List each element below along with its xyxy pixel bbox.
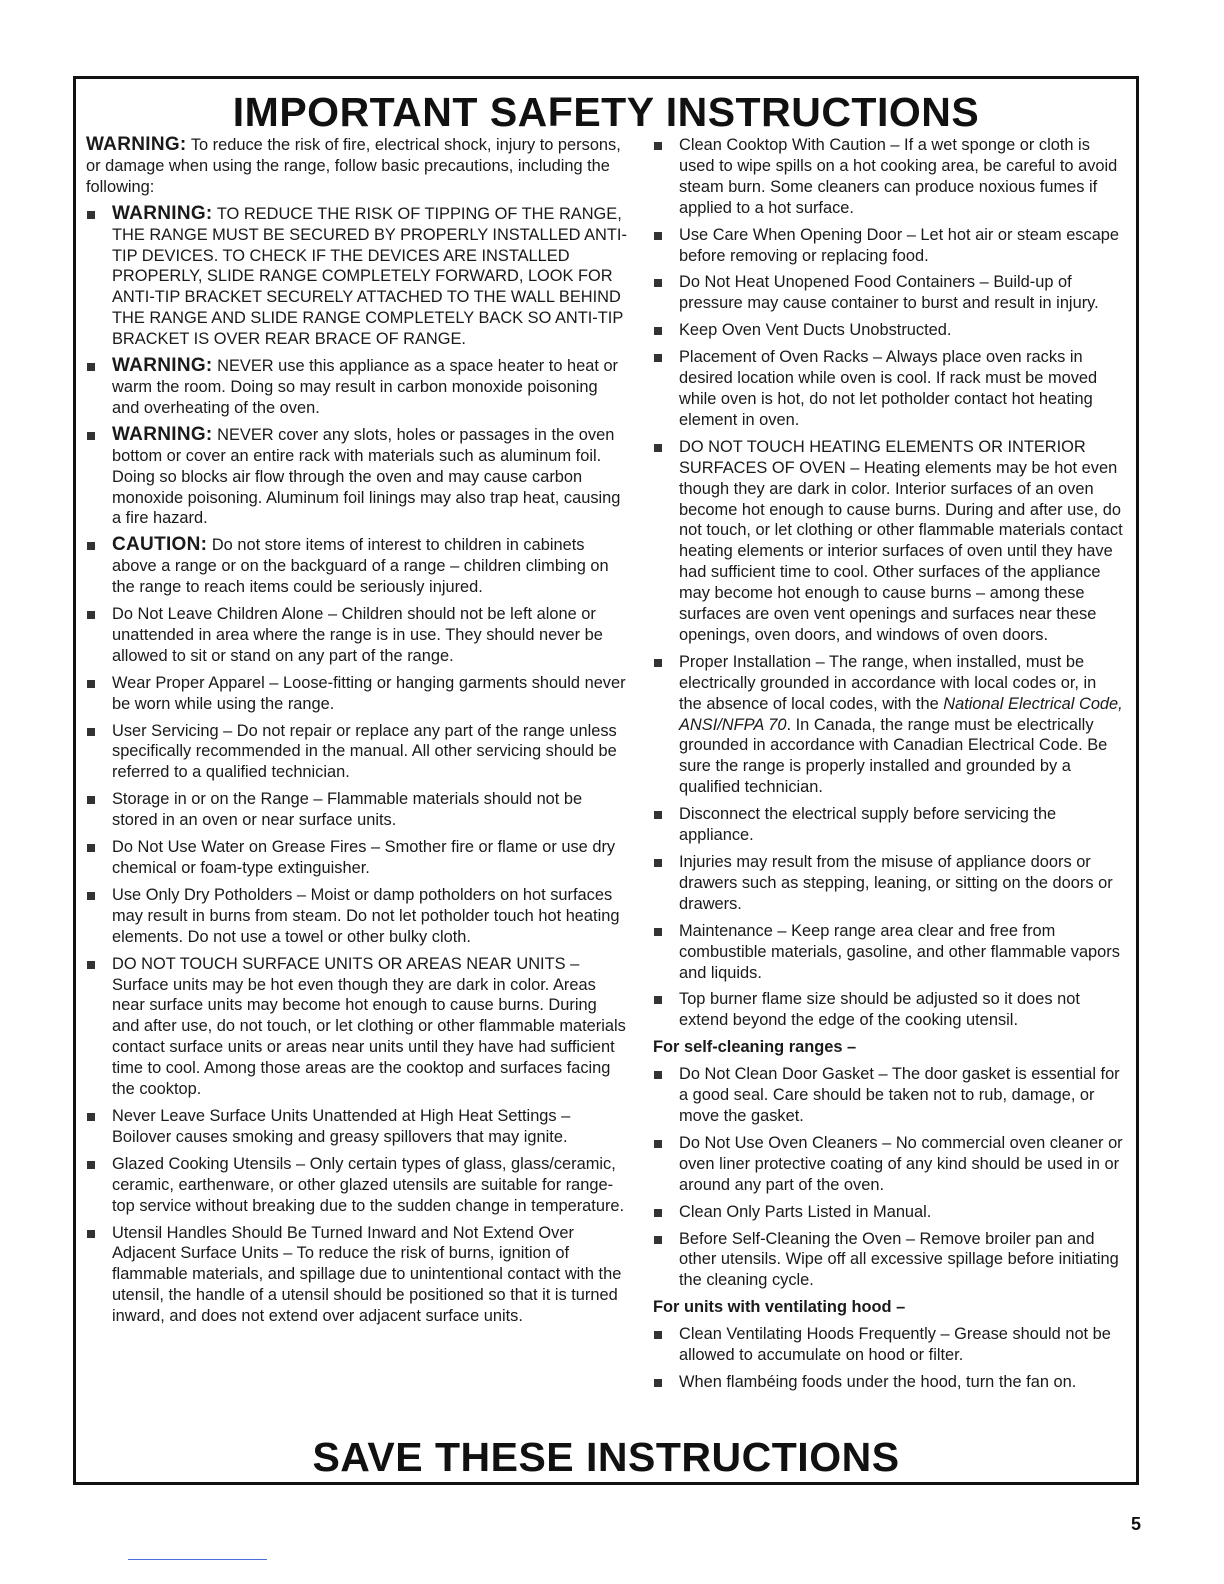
page-title: IMPORTANT SAFETY INSTRUCTIONS (232, 89, 980, 135)
bullet-icon (654, 327, 662, 335)
list-item (86, 1154, 628, 1217)
self-cleaning-heading: For self-cleaning ranges – (653, 1038, 857, 1057)
intro-warning (86, 135, 628, 198)
list-item (86, 954, 628, 1100)
bullet-icon (654, 354, 662, 362)
list-item (86, 356, 628, 419)
item-keyword: CAUTION: (112, 534, 208, 556)
item-text: Do Not Heat Unopened Food Containers – Build-up of pressure may cause container to burst and result in injury. (679, 273, 1099, 313)
bullet-icon (87, 844, 95, 852)
item-text: Clean Only Parts Listed in Manual. (679, 1202, 932, 1221)
save-instructions-title: SAVE THESE INSTRUCTIONS (312, 1434, 900, 1480)
list-item (86, 885, 628, 948)
bullet-icon (87, 728, 95, 736)
installation-text-end: . In Canada, the range must be electrically grounded in accordance with Canadian Electrical Code. Be sure the range is properly installed and grounded by a qualified technician. (679, 715, 1108, 797)
bullet-icon (654, 232, 662, 240)
bullet-icon (654, 1331, 662, 1339)
list-item (653, 272, 1123, 314)
list-item (86, 789, 628, 831)
bullet-icon (87, 432, 95, 440)
bullet-icon (87, 611, 95, 619)
bullet-icon (654, 142, 662, 150)
bullet-icon (654, 1071, 662, 1079)
bullet-icon (654, 1379, 662, 1387)
list-item (653, 1202, 1123, 1223)
list-item (86, 721, 628, 784)
item-text: Placement of Oven Racks – Always place oven racks in desired location while oven is cool. If rack must be moved while oven is hot, do not let potholder contact hot heating element in oven. (679, 348, 1098, 429)
intro-text: To reduce the risk of fire, electrical shock, injury to persons, or damage when using the range, follow basic precautions, including the following: (86, 136, 621, 196)
list-item (86, 673, 628, 715)
hood-heading: For units with ventilating hood – (653, 1298, 906, 1317)
item-text: Do not store items of interest to children in cabinets above a range or on the backguard of a range – children climbing on the range to reach items could be seriously injured. (112, 536, 609, 597)
list-item (653, 1133, 1123, 1196)
bullet-icon (87, 1161, 95, 1169)
list-item (653, 135, 1123, 219)
bullet-icon (654, 811, 662, 819)
item-text: Use Only Dry Potholders – Moist or damp potholders on hot surfaces may result in burns from steam. Do not let potholder touch hot heating elements. Do not use a towel or other bulky cloth. (112, 885, 620, 946)
bullet-icon (654, 444, 662, 452)
item-text: Utensil Handles Should Be Turned Inward and Not Extend Over Adjacent Surface Units – To reduce the risk of burns, ignition of flammable materials, and spillage due to unintentional contact with the utensil, the handle of a utensil should be positioned so that it is turned inward, and does not extend over adjacent surface units. (112, 1223, 622, 1326)
list-item (653, 1064, 1123, 1127)
item-text: NEVER cover any slots, holes or passages in the oven bottom or cover an entire rack with materials such as aluminum foil. Doing so blocks air flow through the oven and may cause carbon monoxide poisoning. Aluminum foil linings may also trap heat, causing a fire hazard. (112, 425, 621, 528)
item-text: Do Not Clean Door Gasket – The door gasket is essential for a good seal. Care should be taken not to rub, damage, or move the gasket. (679, 1065, 1120, 1125)
list-item (653, 921, 1123, 984)
bullet-icon (87, 796, 95, 804)
list-item (653, 1324, 1123, 1366)
item-text: Clean Ventilating Hoods Frequently – Grease should not be allowed to accumulate on hood or filter. (679, 1325, 1111, 1365)
bullet-icon (87, 363, 95, 371)
right-column (653, 135, 1123, 1399)
list-item (653, 320, 1123, 341)
installation-text: Proper Installation – The range, when installed, must be electrically grounded in accordance with local codes or, in the absence of local codes, with the (679, 652, 1097, 713)
item-keyword: WARNING: (112, 202, 213, 224)
bullet-icon (87, 961, 95, 969)
item-text: Do Not Use Water on Grease Fires – Smother fire or flame or use dry chemical or foam-type extinguisher. (112, 838, 616, 877)
bullet-icon (87, 1113, 95, 1121)
list-item (86, 1223, 628, 1328)
item-text: Before Self-Cleaning the Oven – Remove broiler pan and other utensils. Wipe off all excessive spillage before initiating the cleaning cycle. (679, 1229, 1119, 1290)
item-text: Do Not Use Oven Cleaners – No commercial oven cleaner or oven liner protective coating of any kind should be used in or around any part of the oven. (679, 1133, 1123, 1194)
item-text: Keep Oven Vent Ducts Unobstructed. (679, 321, 952, 340)
item-keyword: WARNING: (112, 423, 213, 445)
list-item (86, 204, 628, 350)
item-text: Disconnect the electrical supply before servicing the appliance. (679, 805, 1057, 845)
item-keyword: WARNING: (112, 355, 213, 377)
item-text: Never Leave Surface Units Unattended at High Heat Settings – Boilover causes smoking and greasy spillovers that may ignite. (112, 1106, 571, 1146)
item-text: Storage in or on the Range – Flammable materials should not be stored in an oven or near surface units. (112, 790, 583, 830)
bullet-icon (654, 279, 662, 287)
list-item (653, 804, 1123, 846)
list-item (86, 837, 628, 879)
bullet-icon (654, 996, 662, 1004)
list-item (653, 347, 1123, 431)
item-text: Maintenance – Keep range area clear and free from combustible materials, gasoline, and other flammable vapors and liquids. (679, 921, 1120, 982)
item-text: DO NOT TOUCH HEATING ELEMENTS OR INTERIOR SURFACES OF OVEN – Heating elements may be hot even though they are dark in color. Interior surfaces of an oven become hot enough to cause burns. During and after use, do not touch, or let clothing or other flammable materials contact heating elements or interior surfaces of oven until they have had sufficient time to cool. Other surfaces of the appliance may become hot enough to cause burns – among these surfaces are oven vent openings and surfaces near these openings, oven doors, and windows of oven doors. (679, 437, 1123, 644)
list-item (653, 1372, 1123, 1393)
bullet-icon (87, 1230, 95, 1238)
item-text: When flambéing foods under the hood, turn the fan on. (679, 1372, 1077, 1391)
list-item (86, 535, 628, 598)
bullet-icon (654, 1209, 662, 1217)
left-column (86, 135, 628, 1333)
bullet-icon (654, 1236, 662, 1244)
bullet-icon (87, 892, 95, 900)
item-text: Wear Proper Apparel – Loose-fitting or hanging garments should never be worn while using the range. (112, 673, 626, 713)
item-text: Injuries may result from the misuse of appliance doors or drawers such as stepping, leaning, or sitting on the doors or drawers. (679, 853, 1113, 913)
list-item (86, 425, 628, 530)
warning-keyword: WARNING: (86, 134, 187, 155)
item-text: Glazed Cooking Utensils – Only certain types of glass, glass/ceramic, ceramic, earthenware, or other glazed utensils are suitable for range-top service without breaking due to the sudden change in temperature. (112, 1154, 625, 1215)
item-text: Clean Cooktop With Caution – If a wet sponge or cloth is used to wipe spills on a hot cooking area, be careful to avoid steam burn. Some cleaners can produce noxious fumes if applied to a hot surface. (679, 136, 1118, 217)
list-item-proper-installation (653, 652, 1123, 798)
safety-instructions-box (73, 76, 1139, 1485)
list-item (653, 1229, 1123, 1292)
bullet-icon (87, 211, 95, 219)
item-text: User Servicing – Do not repair or replace any part of the range unless specifically recommended in the manual. All other servicing should be referred to a qualified technician. (112, 721, 617, 782)
list-item (653, 989, 1123, 1031)
list-item (86, 604, 628, 667)
installation-code-reference: National Electrical Code, ANSI/NFPA 70 (679, 694, 1123, 734)
item-text: Use Care When Opening Door – Let hot air or steam escape before removing or replacing food. (679, 225, 1120, 265)
page-number: 5 (1131, 1514, 1142, 1534)
item-text: TO REDUCE THE RISK OF TIPPING OF THE RANGE, THE RANGE MUST BE SECURED BY PROPERLY INSTALLED ANTI-TIP DEVICES. TO CHECK IF THE DEVICES ARE INSTALLED PROPERLY, SLIDE RANGE COMPLETELY FORWARD, LOOK FOR ANTI-TIP BRACKET SECURELY ATTACHED TO THE WALL BEHIND THE RANGE AND SLIDE RANGE COMPLETELY BACK SO ANTI-TIP BRACKET IS OVER REAR BRACE OF RANGE. (112, 204, 627, 349)
bullet-icon (87, 542, 95, 550)
list-item (653, 437, 1123, 646)
bullet-icon (654, 1140, 662, 1148)
item-text: Top burner flame size should be adjusted so it does not extend beyond the edge of the cooking utensil. (679, 990, 1080, 1030)
item-text: Do Not Leave Children Alone – Children should not be left alone or unattended in area where the range is in use. They should never be allowed to sit or stand on any part of the range. (112, 605, 603, 665)
bullet-icon (654, 659, 662, 667)
list-item (86, 1106, 628, 1148)
list-item (653, 852, 1123, 915)
bullet-icon (87, 680, 95, 688)
bottom-link-line (128, 1559, 267, 1560)
item-text: DO NOT TOUCH SURFACE UNITS OR AREAS NEAR UNITS – Surface units may be hot even though they are dark in color. Areas near surface units may become hot enough to cause burns. During and after use, do not touch, or let clothing or other flammable materials contact surface units or areas near units until they have had sufficient time to cool. Among those areas are the cooktop and surfaces facing the cooktop. (112, 954, 626, 1099)
item-text: NEVER use this appliance as a space heater to heat or warm the room. Doing so may result in carbon monoxide poisoning and overheating of the oven. (112, 357, 619, 417)
list-item (653, 225, 1123, 267)
bullet-icon (654, 928, 662, 936)
bullet-icon (654, 859, 662, 867)
